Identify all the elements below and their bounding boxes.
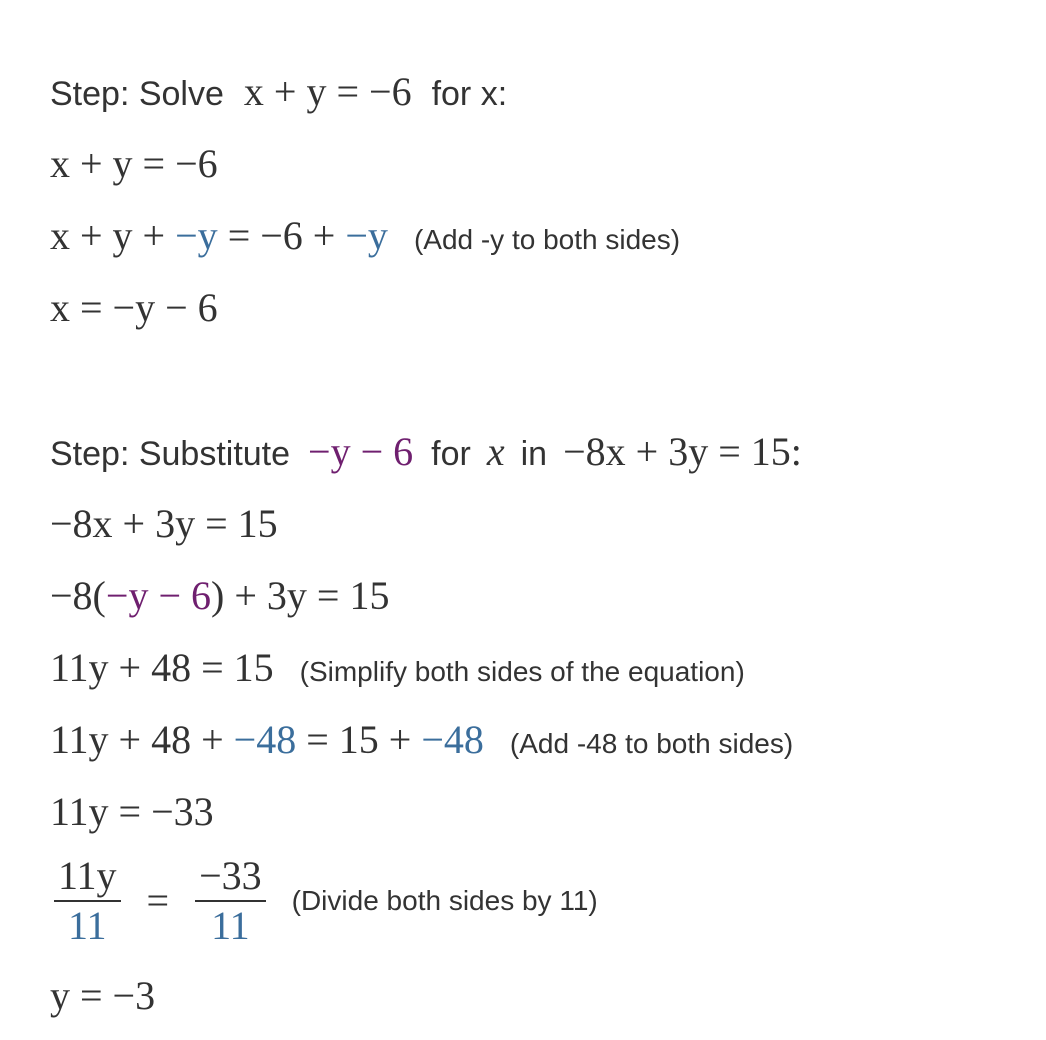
step1-suffix: for x: — [431, 75, 508, 113]
step2-line-2 — [50, 573, 390, 618]
step2-for: for — [431, 435, 471, 473]
step-note: (Add -48 to both sides) — [509, 728, 794, 759]
equals-sign: = — [146, 878, 170, 923]
step-note: (Add -y to both sides) — [413, 224, 681, 255]
fraction-denominator: 11 — [68, 903, 107, 948]
step1-line-3: x = −y − 6 — [50, 285, 218, 330]
math-part: 11y + 48 + — [50, 717, 234, 762]
fraction-right — [195, 853, 266, 948]
step2-in: in — [520, 435, 548, 473]
step2-line-3 — [50, 645, 745, 690]
step2-line-1: −8x + 3y = 15 — [50, 501, 278, 546]
step2-var: x — [486, 429, 505, 474]
step1-equation: x + y = −6 — [243, 69, 412, 114]
fraction-left — [54, 853, 121, 948]
step2-heading — [50, 429, 802, 474]
step2-line-7: y = −3 — [50, 973, 156, 1018]
math-highlight: −48 — [421, 717, 484, 762]
fraction-numerator: 11y — [54, 856, 121, 902]
math-highlight: −y − 6 — [105, 573, 212, 618]
step2-equation: −8x + 3y = 15: — [563, 429, 802, 474]
step1-heading — [50, 69, 508, 114]
math-part: ) + 3y = 15 — [211, 573, 390, 618]
step1-line-1: x + y = −6 — [50, 141, 218, 186]
math-part: x + y + — [50, 213, 176, 258]
math-highlight: −y — [345, 213, 388, 258]
step-note: (Simplify both sides of the equation) — [299, 656, 745, 687]
step2-line-4 — [50, 717, 794, 762]
step2-prefix: Step: Substitute — [50, 435, 291, 473]
math-highlight: −y — [175, 213, 218, 258]
math-part: −8( — [50, 573, 106, 618]
step2-expr: −y − 6 — [308, 429, 414, 474]
step1-line-2 — [50, 213, 681, 258]
math-part: = 15 + — [296, 717, 422, 762]
step1-prefix: Step: Solve — [50, 75, 224, 113]
math-part: = −6 + — [217, 213, 346, 258]
step2-line-5: 11y = −33 — [50, 789, 214, 834]
fraction-denominator: 11 — [211, 903, 250, 948]
math-highlight: −48 — [233, 717, 297, 762]
math-part: 11y + 48 = 15 — [50, 645, 274, 690]
step2-line-6 — [50, 853, 598, 948]
fraction-numerator: −33 — [195, 856, 266, 902]
step-note: (Divide both sides by 11) — [291, 885, 598, 916]
